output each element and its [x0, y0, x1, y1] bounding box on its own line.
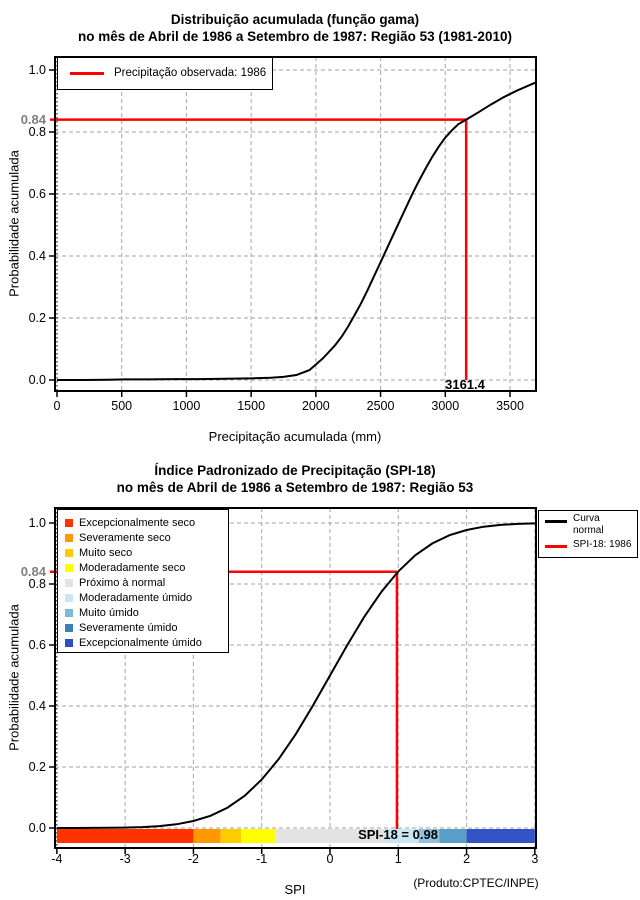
top-chart-legend-label: Precipitação observada: 1986: [114, 67, 267, 79]
category-color-swatch: [65, 594, 73, 602]
line-legend-label-curva: Curva: [573, 513, 600, 524]
category-color-swatch: [65, 579, 73, 587]
top-x-tick-label: 1500: [237, 399, 266, 413]
spi-category-legend: [57, 509, 229, 653]
line-legend-label-normal: normal: [573, 525, 604, 536]
bottom-chart-title-line2: no mês de Abril de 1986 a Setembro de 1987: Região 53: [116, 480, 474, 495]
category-color-swatch: [65, 564, 73, 572]
bottom-chart-x-axis-label: SPI: [284, 882, 306, 897]
top-chart-legend: [57, 57, 273, 90]
bottom-y-tick-label: 0.4: [28, 699, 46, 713]
legend-item: [65, 635, 228, 650]
bottom-y-tick-label: 0.8: [28, 577, 46, 591]
top-chart-title-line2: no mês de Abril de 1986 a Setembro de 1987: Região 53 (1981-2010): [78, 29, 512, 44]
category-label: Muito seco: [79, 546, 133, 559]
top-x-tick-label: 3000: [431, 399, 460, 413]
bottom-y-tick-label: 0.2: [28, 760, 46, 774]
top-x-tick-label: 0: [53, 399, 61, 413]
top-chart-probability-value: 0.84: [20, 112, 46, 127]
spi18-line-sample: [545, 545, 567, 548]
category-label: Próximo à normal: [79, 576, 166, 589]
category-color-swatch: [65, 534, 73, 542]
spi-colorbar-segment: [57, 829, 194, 843]
top-x-tick-label: 2000: [301, 399, 330, 413]
legend-item: [65, 515, 228, 530]
bottom-chart-title-line1: Índice Padronizado de Precipitação (SPI-18): [154, 463, 436, 478]
bottom-x-tick-label: 0: [326, 852, 334, 866]
legend-item: [65, 545, 228, 560]
top-chart-x-axis-label: Precipitação acumulada (mm): [208, 429, 382, 444]
category-label: Severamente seco: [79, 531, 171, 544]
bottom-chart-probability-value: 0.84: [20, 564, 46, 579]
top-y-tick-label: 0.6: [28, 187, 46, 201]
bottom-y-tick-label: 1.0: [28, 516, 46, 530]
top-x-tick-label: 2500: [366, 399, 395, 413]
legend-item: [65, 620, 228, 635]
top-x-tick-label: 1000: [172, 399, 201, 413]
spi-colorbar-segment: [221, 829, 241, 843]
spi-colorbar-segment: [467, 829, 535, 843]
top-chart-y-axis-label: Probabilidade acumulada: [6, 150, 22, 297]
top-y-tick-label: 0.8: [28, 125, 46, 139]
top-y-tick-label: 0.4: [28, 249, 46, 263]
category-color-swatch: [65, 609, 73, 617]
legend-item: [65, 575, 228, 590]
bottom-y-tick-label: 0.6: [28, 638, 46, 652]
top-y-tick-label: 0.0: [28, 373, 46, 387]
category-label: Muito úmido: [79, 606, 139, 619]
top-cdf-curve: [57, 82, 536, 380]
bottom-x-tick-label: -4: [51, 852, 63, 866]
bottom-x-tick-label: 1: [394, 852, 402, 866]
legend-item: [65, 530, 228, 545]
legend-item: [65, 590, 228, 605]
top-chart-precipitation-value: 3161.4: [445, 377, 485, 392]
category-color-swatch: [65, 639, 73, 647]
top-chart-title-line1: Distribuição acumulada (função gama): [170, 12, 420, 27]
bottom-chart-line-legend: [538, 510, 638, 558]
top-x-tick-label: 3500: [496, 399, 524, 413]
legend-item: [65, 560, 228, 575]
bottom-y-tick-label: 0.0: [28, 821, 46, 835]
category-label: Excepcionalmente seco: [79, 516, 196, 529]
bottom-x-tick-label: 3: [531, 852, 539, 866]
top-y-tick-label: 1.0: [28, 63, 46, 77]
category-color-swatch: [65, 549, 73, 557]
spi18-value-label: SPI-18 = 0.98: [358, 827, 438, 842]
bottom-x-tick-label: 2: [463, 852, 471, 866]
bottom-chart-y-axis-label: Probabilidade acumulada: [6, 604, 22, 751]
category-label: Moderadamente úmido: [79, 591, 193, 604]
bottom-x-tick-label: -1: [256, 852, 268, 866]
category-label: Moderadamente seco: [79, 561, 186, 574]
line-legend-label-spi18: SPI-18: 1986: [573, 539, 632, 550]
observed-precipitation-line-sample: [70, 72, 104, 75]
category-color-swatch: [65, 519, 73, 527]
top-y-tick-label: 0.2: [28, 311, 46, 325]
top-x-tick-label: 500: [111, 399, 133, 413]
legend-item: [65, 605, 228, 620]
product-credit: (Produto:CPTEC/INPE): [413, 876, 539, 890]
spi-colorbar-segment: [193, 829, 220, 843]
category-color-swatch: [65, 624, 73, 632]
spi-colorbar-segment: [241, 829, 275, 843]
top-plot-box: [55, 57, 536, 391]
category-label: Severamente úmido: [79, 621, 178, 634]
bottom-x-tick-label: -3: [119, 852, 131, 866]
bottom-x-tick-label: -2: [187, 852, 199, 866]
category-label: Excepcionalmente úmido: [79, 636, 202, 649]
normal-curve-line-sample: [545, 520, 567, 523]
